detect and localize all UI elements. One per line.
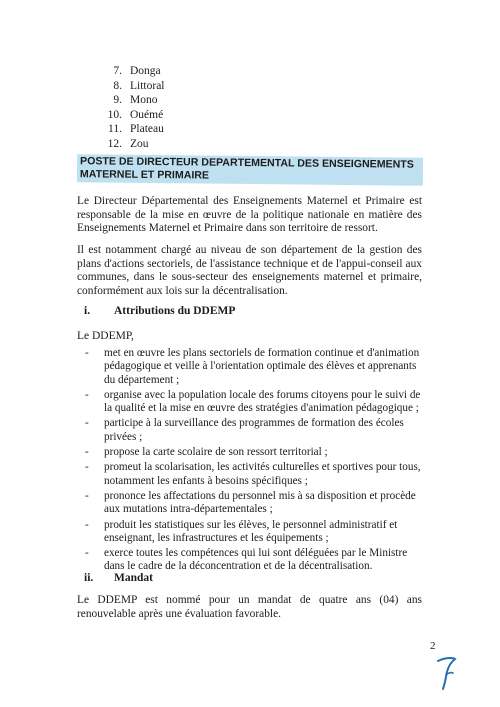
ink-initial-mark	[434, 655, 458, 691]
bullet-text: produit les statistiques sur les élèves, le personnel administratif et enseignant, les infrastructures et les équipements ;	[104, 518, 398, 544]
list-item	[85, 461, 427, 488]
bullet-dash: -	[85, 489, 89, 502]
list-label: Ouémé	[130, 108, 164, 121]
list-item	[85, 519, 427, 546]
list-label: Plateau	[130, 123, 164, 135]
list-item	[85, 490, 427, 517]
list-label: Donga	[130, 65, 161, 77]
bullet-text: prononce les affectations du personnel mis à sa disposition et procède aux mutations intra-départementales ;	[104, 489, 416, 516]
bullet-dash: -	[85, 446, 89, 459]
bullet-dash: -	[85, 518, 89, 531]
list-item	[85, 347, 427, 387]
list-number: 8.	[113, 79, 122, 92]
list-label: Mono	[130, 94, 158, 106]
bullet-dash: -	[85, 347, 89, 359]
list-item	[96, 122, 165, 137]
bullets-intro: Le DDEMP,	[77, 330, 134, 342]
subsection-mandat	[84, 572, 153, 584]
section-heading: POSTE DE DIRECTEUR DEPARTEMENTAL DES ENSEIGNEMENTS MATERNEL ET PRIMAIRE	[77, 154, 423, 186]
subsection-number: ii.	[84, 572, 94, 584]
subsection-attributions	[84, 305, 235, 317]
list-item	[85, 389, 427, 416]
list-item	[96, 93, 165, 108]
subsection-title: Attributions du DDEMP	[114, 305, 236, 317]
list-number: 11.	[108, 123, 122, 135]
bullet-text: met en œuvre les plans sectoriels de formation continue et d'animation pédagogique et veille à l'orientation optimale des élèves et apprenants du département ;	[104, 347, 420, 386]
bullet-text: participe à la surveillance des programmes de formation des écoles privées ;	[104, 417, 404, 443]
list-item	[96, 137, 165, 152]
paragraph-mandate: Le DDEMP est nommé pour un mandat de quatre ans (04) ans renouvelable après une évaluation favorable.	[77, 594, 422, 620]
bullet-text: exerce toutes les compétences qui lui sont déléguées par le Ministre dans le cadre de la déconcentration et de la décentralisation.	[104, 547, 408, 573]
bullet-text: propose la carte scolaire de son ressort territorial ;	[104, 446, 328, 459]
list-item	[85, 446, 427, 459]
paragraph-duties: Il est notamment chargé au niveau de son département de la gestion des plans d'actions sectoriels, de l'assistance technique et de l'appui-conseil aux communes, dans le sous-secteur des enseignements maternel et primaire, conformément aux lois sur la décentralisation.	[77, 244, 422, 297]
list-item	[96, 64, 165, 79]
bullet-dash: -	[85, 388, 89, 401]
subsection-number: i.	[84, 305, 91, 317]
bullet-text: organise avec la population locale des forums citoyens pour le suivi de la qualité et la mise en œuvre des stratégies d'animation pédagogique ;	[104, 388, 421, 415]
paragraph-responsibility: Le Directeur Départemental des Enseignements Maternel et Primaire est responsable de la mise en œuvre de la politique nationale en matière des Enseignements Maternel et Primaire dans son territoire de ressort.	[77, 195, 422, 235]
page-number: 2	[430, 640, 436, 652]
list-number: 10.	[107, 108, 122, 121]
list-number: 9.	[113, 94, 122, 106]
list-label: Littoral	[130, 79, 165, 92]
bullet-text: promeut la scolarisation, les activités culturelles et sportives pour tous, notamment les enfants à besoins spécifiques ;	[104, 461, 421, 487]
list-number: 7.	[113, 65, 122, 77]
list-item	[96, 108, 165, 123]
list-item	[85, 547, 427, 574]
bullet-dash: -	[85, 547, 89, 560]
list-item	[96, 79, 165, 94]
department-list	[96, 64, 165, 151]
bullet-dash: -	[85, 461, 89, 474]
bullet-dash: -	[85, 417, 89, 430]
list-number: 12.	[107, 137, 122, 150]
attributions-list	[85, 347, 427, 576]
list-label: Zou	[130, 137, 149, 150]
list-item	[85, 417, 427, 444]
subsection-title: Mandat	[114, 572, 153, 584]
